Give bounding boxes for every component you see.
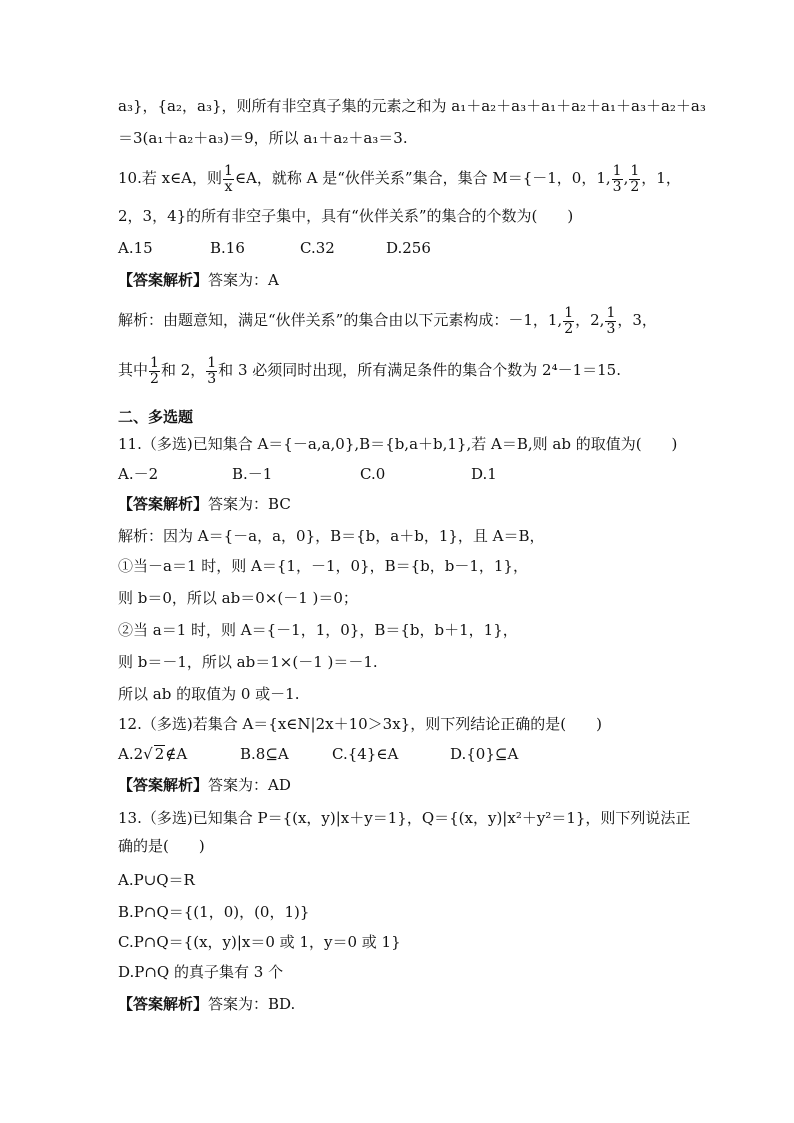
section-heading: 二、多选题 <box>118 408 194 426</box>
option-b: B.－1 <box>232 465 273 483</box>
answer-tag: 【答案解析】 <box>118 776 209 794</box>
fraction <box>149 356 160 387</box>
fraction-numerator: 1 <box>224 162 233 179</box>
fraction-denominator: 2 <box>150 370 159 387</box>
text-line: a₃}，{a₂，a₃}，则所有非空真子集的元素之和为 a₁＋a₂＋a₃＋a₁＋a₂＋a₁＋a₃＋a₂＋a₃ <box>118 97 706 115</box>
question-10-explanation-line2 <box>118 352 621 388</box>
fraction <box>206 356 217 387</box>
option-b: B.8⊆A <box>240 745 289 763</box>
fraction-numerator: 1 <box>612 162 622 179</box>
explanation-line: 则 b＝0，所以 ab＝0×(－1 )＝0； <box>118 589 358 607</box>
fraction-denominator: 3 <box>612 178 622 195</box>
question-13-stem-line2: 确的是( ) <box>118 837 205 855</box>
fraction-numerator: 1 <box>606 304 616 321</box>
radicand: 2 <box>154 745 165 763</box>
question-10-stem-line2: 2，3，4}的所有非空子集中，具有“伙伴关系”的集合的个数为( ) <box>118 207 574 225</box>
option-d: D.1 <box>471 465 497 483</box>
option-a <box>118 744 240 764</box>
option-b: B.P∩Q＝{(1，0)，(0，1)} <box>118 903 310 921</box>
answer-tag: 【答案解析】 <box>118 271 209 289</box>
explanation-line: 解析：因为 A＝{－a，a，0}，B＝{b，a＋b，1}，且 A＝B， <box>118 527 545 545</box>
option-c: C.{4}∈A <box>332 745 399 763</box>
question-13-stem: 13.（多选)已知集合 P＝{(x，y)|x＋y＝1}，Q＝{(x，y)|x²＋y²＝1}，则下列说法正 <box>118 809 691 827</box>
answer-text: 答案为：BC <box>208 495 291 513</box>
question-11-stem: 11.（多选)已知集合 A＝{－a,a,0},B＝{b,a＋b,1},若 A＝B,则 ab 的取值为( ) <box>118 435 678 453</box>
text: 10.若 x∈A，则 <box>118 169 223 187</box>
option-c: C.P∩Q＝{(x，y)|x＝0 或 1，y＝0 或 1} <box>118 933 401 951</box>
question-13-answer <box>118 994 295 1014</box>
fraction <box>612 164 623 195</box>
fraction <box>605 306 616 337</box>
explanation-line: 所以 ab 的取值为 0 或－1. <box>118 685 300 703</box>
answer-tag: 【答案解析】 <box>118 495 209 513</box>
text: ∉A <box>165 745 188 763</box>
radical-sign: √ <box>143 745 153 763</box>
answer-text: 答案为：AD <box>208 776 291 794</box>
fraction-denominator: 2 <box>630 178 640 195</box>
text: 和 2， <box>160 361 206 379</box>
question-12-stem: 12.（多选)若集合 A＝{x∈N|2x＋10＞3x}，则下列结论正确的是( ) <box>118 715 602 733</box>
text: ，2, <box>575 311 605 329</box>
text: ，3， <box>617 311 657 329</box>
text: 和 3 必须同时出现，所有满足条件的集合个数为 2⁴－1＝15. <box>218 361 621 379</box>
text: ，1， <box>641 169 681 187</box>
fraction <box>629 164 640 195</box>
question-10-answer <box>118 270 279 290</box>
question-10-stem <box>118 160 681 196</box>
fraction-denominator: x <box>224 178 233 195</box>
fraction-denominator: 2 <box>564 320 574 337</box>
fraction <box>223 164 234 195</box>
answer-text: 答案为：BD. <box>208 995 296 1013</box>
text: 解析：由题意知，满足“伙伴关系”的集合由以下元素构成：－1，1, <box>118 311 563 329</box>
explanation-line: ②当 a＝1 时，则 A＝{－1，1，0}，B＝{b，b＋1，1}， <box>118 621 518 639</box>
option-b: B.16 <box>210 239 245 257</box>
fraction-denominator: 3 <box>606 320 616 337</box>
fraction-numerator: 1 <box>150 354 159 371</box>
option-a: A.15 <box>118 239 153 257</box>
fraction-numerator: 1 <box>564 304 574 321</box>
option-c: C.0 <box>360 465 386 483</box>
text: ∈A，就称 A 是“伙伴关系”集合，集合 M＝{－1，0，1, <box>234 169 611 187</box>
question-12-options <box>118 744 518 764</box>
option-d: D.{0}⊆A <box>450 745 519 763</box>
text: 其中 <box>118 361 149 379</box>
answer-tag: 【答案解析】 <box>118 995 209 1013</box>
explanation-line: 则 b＝－1，所以 ab＝1×(－1 )＝－1. <box>118 653 378 671</box>
fraction <box>563 306 574 337</box>
question-12-answer <box>118 775 291 795</box>
text-line: ＝3(a₁＋a₂＋a₃)＝9，所以 a₁＋a₂＋a₃＝3. <box>118 129 408 147</box>
question-11-options <box>118 464 497 484</box>
option-a: A.P∪Q＝R <box>118 871 195 889</box>
question-11-answer <box>118 494 291 514</box>
question-10-explanation <box>118 302 657 338</box>
option-c: C.32 <box>300 239 335 257</box>
text: A.2 <box>118 745 144 763</box>
explanation-line: ①当－a＝1 时，则 A＝{1，－1，0}，B＝{b，b－1，1}， <box>118 557 528 575</box>
option-d: D.P∩Q 的真子集有 3 个 <box>118 963 284 981</box>
option-d: D.256 <box>386 239 431 257</box>
option-a: A.－2 <box>118 465 159 483</box>
text: , <box>623 169 629 187</box>
fraction-denominator: 3 <box>207 370 217 387</box>
answer-text: 答案为：A <box>208 271 279 289</box>
fraction-numerator: 1 <box>207 354 217 371</box>
question-10-options <box>118 238 431 258</box>
fraction-numerator: 1 <box>630 162 640 179</box>
